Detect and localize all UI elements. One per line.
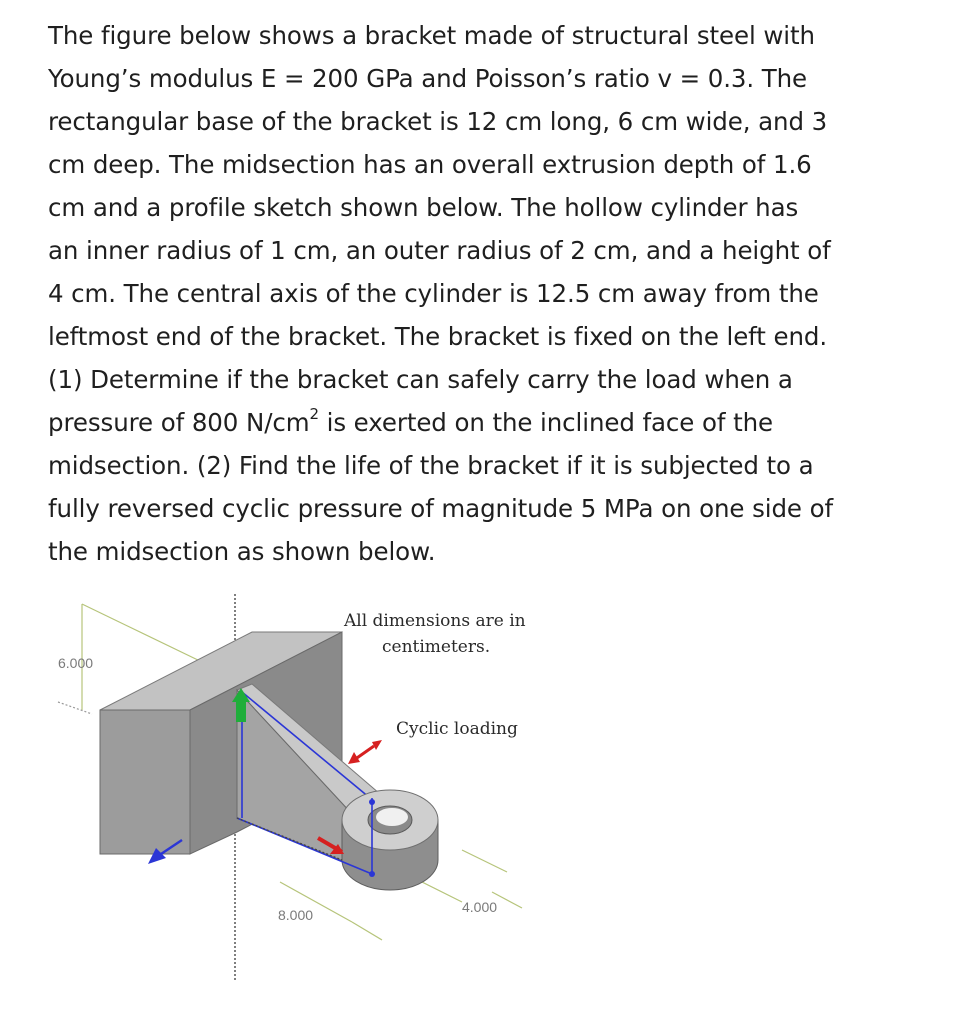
bracket-illustration — [52, 592, 542, 984]
dimension-note: centimeters. — [382, 637, 491, 657]
cyclic-loading-label: Cyclic loading — [396, 719, 518, 739]
cyclic-load-arrow-icon — [348, 740, 382, 764]
problem-line: fully reversed cyclic pressure of magnitude 5 MPa on one side of — [48, 494, 833, 523]
problem-statement — [48, 14, 933, 573]
problem-line: the midsection as shown below. — [48, 537, 436, 566]
problem-line: cm and a profile sketch shown below. The hollow cylinder has — [48, 193, 799, 222]
superscript-exponent: 2 — [309, 404, 319, 423]
dimension-right: 4.000 — [462, 899, 498, 915]
pressure-text-continued: is exerted on the inclined face of the — [318, 408, 773, 437]
dimension-note: All dimensions are in — [344, 611, 526, 631]
problem-line: 4 cm. The central axis of the cylinder is 12.5 cm away from the — [48, 279, 819, 308]
edge-marker — [58, 702, 92, 714]
problem-line: (1) Determine if the bracket can safely carry the load when a — [48, 365, 793, 394]
dimension-bottom: 8.000 — [278, 907, 314, 923]
pressure-text: pressure of 800 N/cm — [48, 408, 310, 437]
problem-line: leftmost end of the bracket. The bracket is fixed on the left end. — [48, 322, 828, 351]
problem-line: rectangular base of the bracket is 12 cm long, 6 cm wide, and 3 — [48, 107, 828, 136]
problem-line: cm deep. The midsection has an overall extrusion depth of 1.6 — [48, 150, 812, 179]
problem-line: an inner radius of 1 cm, an outer radius of 2 cm, and a height of — [48, 236, 831, 265]
bracket-figure — [52, 592, 542, 984]
dimension-left: 6.000 — [58, 655, 94, 671]
problem-line: The figure below shows a bracket made of structural steel with — [48, 21, 815, 50]
problem-line-with-superscript — [48, 401, 933, 444]
problem-line: Young’s modulus E = 200 GPa and Poisson’s ratio v = 0.3. The — [48, 64, 808, 93]
problem-line: midsection. (2) Find the life of the bracket if it is subjected to a — [48, 451, 814, 480]
